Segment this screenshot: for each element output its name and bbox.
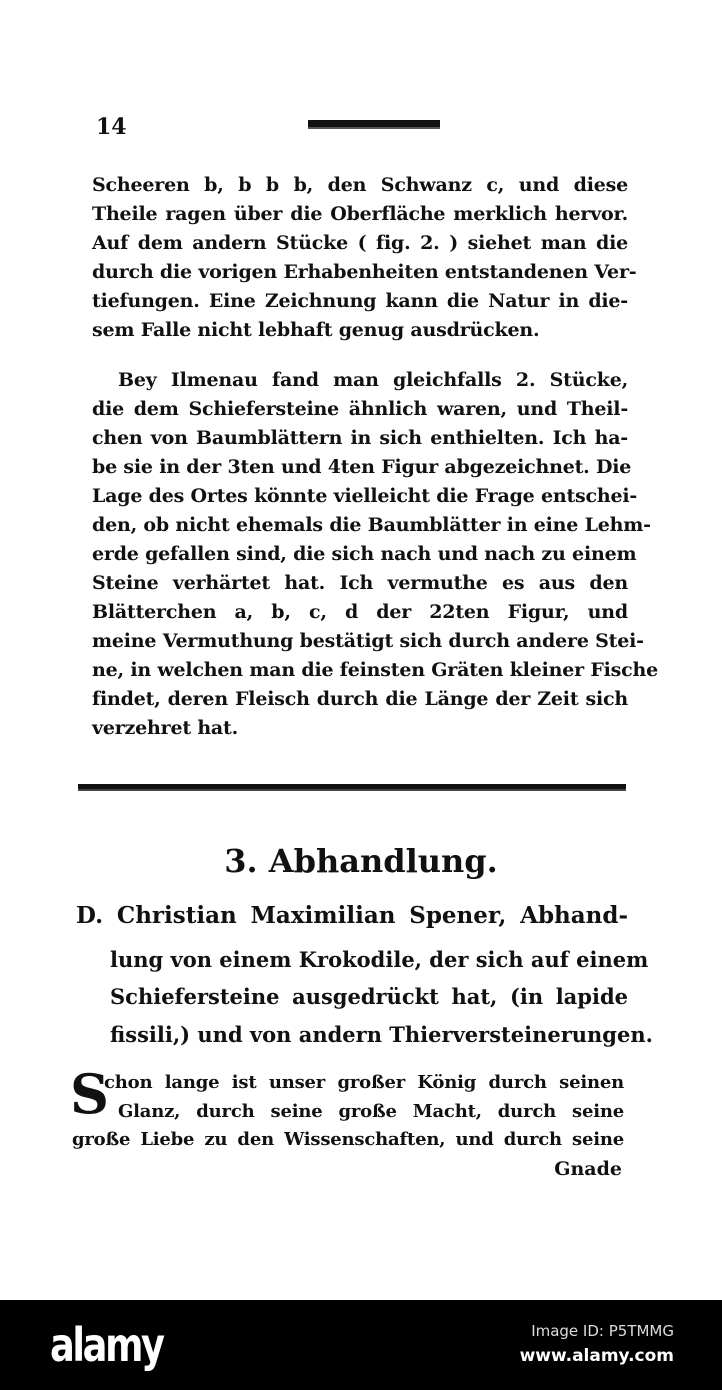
text-line: chon lange ist unser großer König durch seinen (104, 1072, 624, 1093)
text-line: Steine verhärtet hat. Ich vermuthe es aus den (92, 572, 628, 594)
section-rule (78, 784, 626, 791)
text-line: Bey Ilmenau fand man gleichfalls 2. Stücke, (118, 369, 628, 391)
text-line: findet, deren Fleisch durch die Länge der Zeit sich (92, 688, 628, 710)
drop-cap: S (70, 1062, 109, 1126)
text-line: den, ob nicht ehemals die Baumblätter in eine Lehm- (92, 514, 651, 536)
text-line: Glanz, durch seine große Macht, durch seine (118, 1101, 624, 1122)
text-line: Theile ragen über die Oberfläche merklich hervor. (92, 203, 628, 225)
page-number: 14 (96, 114, 127, 140)
text-line: verzehret hat. (92, 717, 239, 739)
text-line: Blätterchen a, b, c, d der 22ten Figur, und (92, 601, 628, 623)
alamy-logo: alamy (50, 1318, 163, 1372)
text-line: die dem Schiefersteine ähnlich waren, und Theil- (92, 398, 628, 420)
text-line: ne, in welchen man die feinsten Gräten kleiner Fische (92, 659, 659, 681)
catchword: Gnade (554, 1158, 622, 1180)
text-line: Lage des Ortes könnte vielleicht die Frage entschei- (92, 485, 638, 507)
text-line: Auf dem andern Stücke ( fig. 2. ) siehet man die (92, 232, 628, 254)
title-line: Schiefersteine ausgedrückt hat, (in lapide (110, 984, 628, 1009)
text-line: meine Vermuthung bestätigt sich durch andere Stei- (92, 630, 644, 652)
title-line: lung von einem Krokodile, der sich auf einem (110, 947, 649, 972)
header-rule (308, 120, 440, 129)
text-line: chen von Baumblättern in sich enthielten. Ich ha- (92, 427, 628, 449)
text-line: tiefungen. Eine Zeichnung kann die Natur in die- (92, 290, 628, 312)
text-line: sem Falle nicht lebhaft genug ausdrücken. (92, 319, 540, 341)
text-line: erde gefallen sind, die sich nach und nach zu einem (92, 543, 637, 565)
image-id: Image ID: P5TMMG (531, 1322, 674, 1340)
text-line: durch die vorigen Erhabenheiten entstandenen Ver- (92, 261, 637, 283)
title-line: fissili,) und von andern Thierversteinerungen. (110, 1022, 653, 1047)
section-heading: 3. Abhandlung. (224, 842, 498, 880)
text-line: Scheeren b, b b b, den Schwanz c, und diese (92, 174, 628, 196)
text-line: be sie in der 3ten und 4ten Figur abgezeichnet. Die (92, 456, 632, 478)
watermark-url: www.alamy.com (519, 1346, 674, 1366)
title-line: D. Christian Maximilian Spener, Abhand- (76, 902, 628, 929)
watermark-bar (0, 1300, 722, 1390)
text-line: große Liebe zu den Wissenschaften, und durch seine (72, 1129, 624, 1150)
